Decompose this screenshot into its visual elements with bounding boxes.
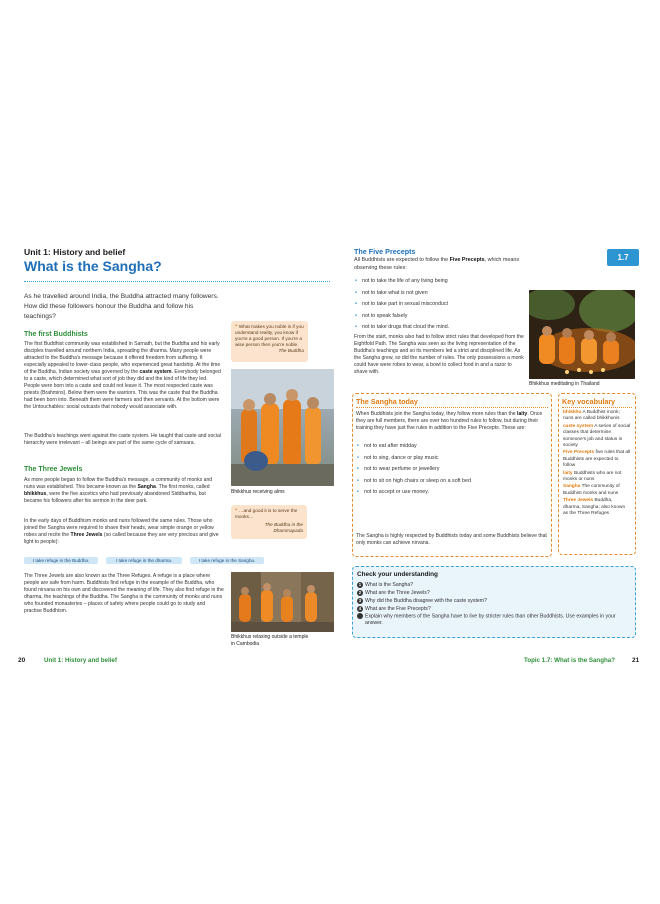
vocab-item: Three Jewels Buddha, dharma, Sangha; also known as the Three Refuges	[563, 498, 626, 517]
photo3-caption: Bhikkhus meditating in Thailand	[529, 381, 600, 387]
list-item: • not to take the life of any living being	[354, 276, 529, 288]
three-jewels-p2: In the early days of Buddhism monks and nuns followed the same rules. Those who joined the Sangha were required to shave their heads, wear simple orange or yellow robes and recite the Three Jewels (so called because they are very precious and give light to people):	[24, 518, 219, 545]
list-item: • not to eat after midday	[356, 441, 548, 453]
right-page-number: 21	[632, 657, 640, 664]
three-jewels-heading: The Three Jewels	[24, 466, 83, 473]
vocab-item: Five Precepts five rules that all Buddhists are expected to follow	[563, 450, 631, 469]
buddha-quote-1: ❝ What makes you noble is if you understand reality, you know if you're a good person. If you're a wise person then you're noble. The Buddha	[231, 321, 308, 362]
sangha-rules-list	[356, 441, 548, 499]
sangha-today-rule	[356, 407, 548, 408]
photo1-caption: Bhikkhus receiving alms	[231, 489, 285, 495]
photo-monks-meditating	[529, 290, 635, 379]
question-item: 3 Why did the Buddha disagree with the caste system?	[358, 597, 487, 604]
sangha-today-outro: The Sangha is highly respected by Buddhists today and some Buddhists believe that only monks can achieve nirvana.	[356, 533, 547, 546]
left-page-number: 20	[18, 657, 26, 664]
three-jewels-p1: As more people began to follow the Buddha's message, a community of monks and nuns was established. This became known as the Sangha. The first monks, called bhikkhus, were the five ascetics who had previously abandoned Siddhartha, but became his followers after his sermon in the deer park.	[24, 477, 213, 504]
refuge-buddha: I take refuge in the Buddha.	[24, 557, 98, 564]
quote-mark-icon: ❝	[235, 324, 239, 329]
five-precepts-intro: All Buddhists are expected to follow the Five Precepts, which means observing these rules:	[354, 257, 520, 271]
unit-label: Unit 1: History and belief	[24, 247, 126, 257]
right-footer-topic: Topic 1.7: What is the Sangha?	[524, 657, 615, 664]
title-rule	[24, 281, 330, 282]
first-buddhists-p1: The first Buddhist community was established in Sarnath, but the Buddha and his early disciples travelled around northern India, spreading the dharma. Many people were attracted to the Buddha's message because it offered freedom from suffering. It especially appealed to lower-class people, who experienced great hardship. At the time of the Buddha, Indian society was governed by the caste system. Everybody belonged to a caste, which determined what sort of job they did and the kind of life they led. People were born into a caste and could not leave it. The most respected caste was priests (Brahmins). Below them were the warriors. This was the caste that the Buddha had been born into. Beneath them were farmers and then servants. At the bottom were the Untouchables: social outcasts that nobody would associate with.	[24, 341, 221, 410]
key-vocabulary-rule	[562, 407, 632, 408]
key-vocabulary-list	[563, 410, 631, 518]
photo2-caption: Bhikkhus relaxing outside a temple in Cambodia	[231, 634, 309, 647]
vocab-item: caste system A series of social classes that determine someone's job and status in society	[563, 423, 631, 449]
key-vocabulary-heading: Key vocabulary	[562, 397, 616, 406]
five-precepts-after: From the start, monks also had to follow strict rules that developed from the Eightfold Path. The Sangha was seen as the living representation of the Buddha's teachings and so its members led a strict and disciplined life. As the Sangha grew, so did the number of rules. The only possessions a monk could have were robes to wear, a bowl to collect food in and a razor to shave with.	[354, 334, 524, 375]
sangha-today-heading: The Sangha today	[356, 397, 418, 406]
page-title: What is the Sangha?	[24, 258, 162, 274]
refuge-dharma: I take refuge in the dharma.	[106, 557, 182, 564]
photo-monks-temple	[231, 572, 334, 632]
question-item: 1 What is the Sangha?	[358, 581, 414, 588]
quote-mark-icon-2: ❝	[235, 508, 239, 513]
vocab-item: bhikkhu A Buddhist monk; nuns are called bhikkhunis	[563, 410, 620, 422]
photo-monks-alms	[231, 369, 334, 486]
list-item: • not to sing, dance or play music	[356, 453, 548, 465]
question-item: 2 What are the Three Jewels?	[358, 589, 430, 596]
list-item: • not to speak falsely	[354, 311, 529, 323]
intro-text: As he travelled around India, the Buddha attracted many followers. How did these followers honour the Buddha and follow his teachings?	[24, 293, 219, 320]
three-jewels-p3: The Three Jewels are also known as the Three Refuges. A refuge is a place where people are safe from harm. Buddhists find refuge in the example of the Buddha, who found nirvana on his own and discovered the meaning of life. They also find refuge in the dharma, the teachings of the Buddha. The Sangha is the community of monks and nuns who founded monasteries – places of safety where people could go to study and practise Buddhism.	[24, 573, 224, 614]
first-buddhists-heading: The first Buddhists	[24, 331, 88, 338]
list-item: • not to take drugs that cloud the mind.	[354, 322, 529, 334]
question-item: 4 What are the Five Precepts?	[358, 605, 431, 612]
sangha-today-intro: When Buddhists join the Sangha today, they follow more rules than the laity. Once they are full members, there are over two hundred rules to follow, but during their training they have just five rules in addition to the Five Precepts. These are:	[356, 411, 543, 431]
list-item: • not to accept or use money.	[356, 487, 548, 499]
five-precepts-list	[354, 276, 529, 334]
list-item: • not to sit on high chairs or sleep on a soft bed	[356, 476, 548, 488]
vocab-item: laity Buddhists who are not monks or nuns	[563, 470, 622, 483]
buddha-quote-2: ❝ …and good it is to serve the monks… The Buddha in the Dhammapada	[231, 505, 307, 539]
first-buddhists-p2: The Buddha's teachings went against the caste system. He taught that caste and social hierarchy were irrelevant – all beings are part of the same cycle of samsara.	[24, 433, 221, 446]
check-understanding-heading: Check your understanding	[357, 571, 438, 578]
list-item: • not to take part in sexual misconduct	[354, 299, 529, 311]
question-item: 5 Explain why members of the Sangha have to live by stricter rules than other Buddhists. Use examples in your answer.	[354, 613, 616, 627]
five-precepts-heading: The Five Precepts	[354, 247, 416, 256]
left-footer-unit: Unit 1: History and belief	[44, 657, 117, 664]
check-questions	[354, 581, 632, 627]
list-item: • not to take what is not given	[354, 288, 529, 300]
list-item: • not to wear perfume or jewellery	[356, 464, 548, 476]
topic-badge: 1.7	[607, 249, 639, 266]
vocab-item: Sangha The community of Buddhist monks and nuns	[563, 484, 620, 496]
refuge-sangha: I take refuge in the Sangha.	[190, 557, 264, 564]
